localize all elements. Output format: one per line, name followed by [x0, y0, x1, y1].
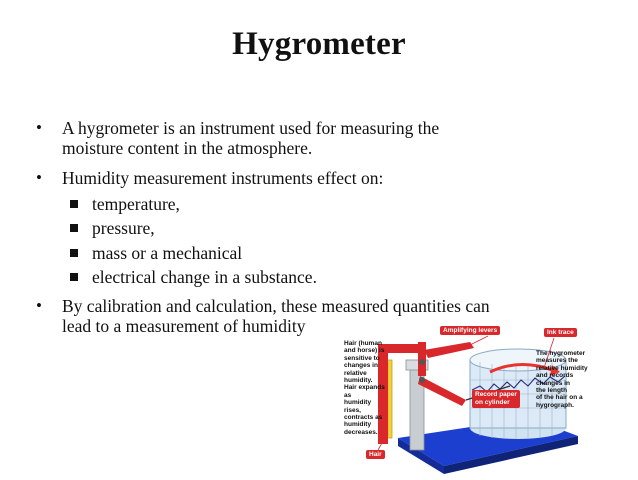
sub-bullet-2-text: pressure, — [92, 218, 155, 238]
hygrometer-illustration — [340, 320, 590, 475]
sub-bullet-3-text: mass or a mechanical — [92, 243, 243, 263]
bullet-dot: • — [36, 296, 42, 315]
square-bullet — [70, 249, 78, 257]
sub-bullet-2 — [70, 218, 155, 238]
bullet-1-line-1: A hygrometer is an instrument used for measuring the — [62, 118, 440, 138]
bullet-dot: • — [36, 168, 42, 187]
bullet-1-line-2: moisture content in the atmosphere. — [62, 138, 313, 158]
sub-bullet-1-text: temperature, — [92, 194, 180, 214]
record-paper-label: Record paper on cylinder — [472, 390, 520, 408]
sub-bullet-4 — [70, 267, 317, 287]
page-title: Hygrometer — [232, 26, 406, 62]
hair-description-label: Hair (human and horse) is sensitive to changes in relative humidity. Hair expands as humidity rises, contracts as humidity decreases. — [344, 340, 385, 436]
bullet-1 — [36, 118, 439, 158]
square-bullet — [70, 200, 78, 208]
bullet-3-line-2: lead to a measurement of humidity — [62, 316, 306, 336]
sub-bullet-3 — [70, 243, 242, 263]
sub-bullet-1 — [70, 194, 180, 214]
sub-bullet-4-text: electrical change in a substance. — [92, 267, 317, 287]
bullet-dot: • — [36, 118, 42, 137]
hair-tag-label: Hair — [366, 450, 385, 459]
bullet-2-line-1: Humidity measurement instruments effect on: — [62, 168, 384, 188]
hygrometer-description-label: The hygrometer measures the relative humidity and records changes in the length of the hair on a hygrograph. — [536, 350, 588, 409]
bullet-2 — [36, 168, 383, 188]
ink-trace-label: Ink trace — [544, 328, 577, 337]
bullet-3-line-1: By calibration and calculation, these measured quantities can — [62, 296, 490, 316]
amplifying-levers-label: Amplifying levers — [440, 326, 500, 335]
square-bullet — [70, 273, 78, 281]
square-bullet — [70, 224, 78, 232]
